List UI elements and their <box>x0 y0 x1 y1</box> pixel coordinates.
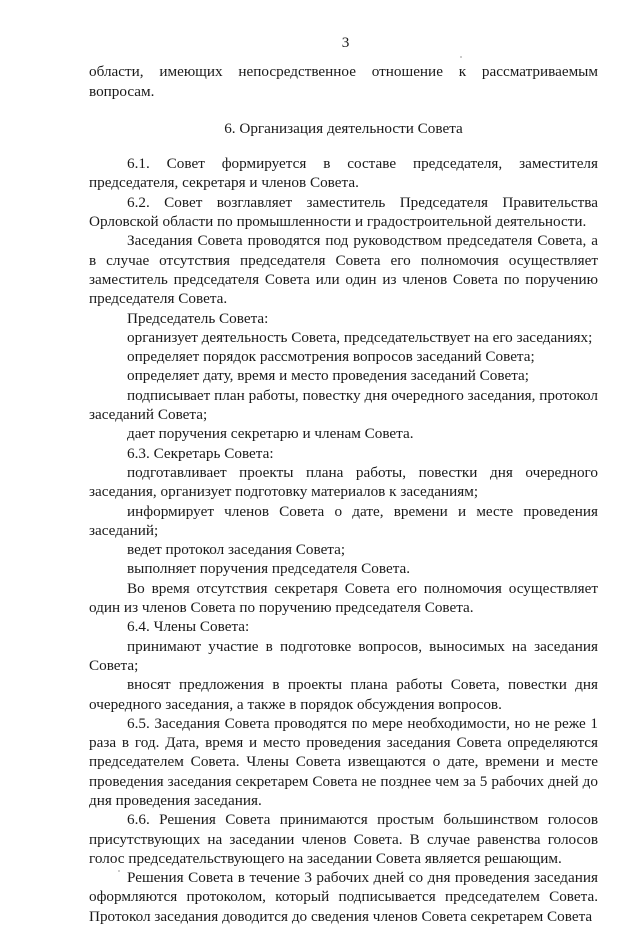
paragraph-6-1: 6.1. Совет формируется в составе председателя, заместителя председателя, секретаря и членов Совета. <box>89 155 598 192</box>
scan-speck <box>460 56 462 58</box>
paragraph-chairman-duty-2: определяет порядок рассмотрения вопросов заседаний Совета; <box>127 348 535 366</box>
paragraph-chairman-duty-5: дает поручения секретарю и членам Совета. <box>127 425 414 443</box>
paragraph-members-duty-1: принимают участие в подготовке вопросов, выносимых на заседания Совета; <box>89 637 598 674</box>
paragraph-meetings: Заседания Совета проводятся под руководством председателя Совета, а в случае отсутствия председателя Совета его полномочия осуществляет заместитель председателя Совета или один из членов Совета по поручению председателя Совета. <box>89 232 598 308</box>
scan-speck <box>118 870 120 872</box>
paragraph-decisions: Решения Совета в течение 3 рабочих дней со дня проведения заседания оформляются протоколом, который подписывается председателем Совета. Протокол заседания доводится до сведения членов Совета секретарем Совета <box>89 869 598 925</box>
paragraph-6-6: 6.6. Решения Совета принимаются простым большинством голосов присутствующих на заседании членов Совета. В случае равенства голосов голос председательствующего на заседании Совета является решающим. <box>89 811 598 867</box>
paragraph-chairman-duty-3: определяет дату, время и место проведения заседаний Совета; <box>127 367 529 385</box>
paragraph-secretary-duty-1: подготавливает проекты плана работы, повестки дня очередного заседания, организует подготовку материалов к заседаниям; <box>89 463 598 501</box>
paragraph-chairman-title: Председатель Совета: <box>127 309 269 327</box>
paragraph-6-4: 6.4. Члены Совета: <box>127 618 250 636</box>
paragraph-chairman-duty-4: подписывает план работы, повестку дня очередного заседания, протокол заседаний Совета; <box>89 386 598 424</box>
paragraph-6-3: 6.3. Секретарь Совета: <box>127 444 274 462</box>
paragraph-secretary-duty-4: выполняет поручения председателя Совета. <box>127 560 411 578</box>
paragraph-6-5: 6.5. Заседания Совета проводятся по мере необходимости, но не реже 1 раза в год. Дата, время и место проведения заседания Совета определяются председателем Совета. Члены Совета извещаются о дате, времени и месте проведения заседания секретарем Совета не позднее чем за 5 рабочих дней до дня проведения заседания. <box>89 714 598 809</box>
paragraph-secretary-duty-2: информирует членов Совета о дате, времени и месте проведения заседаний; <box>89 502 598 539</box>
paragraph-continuation: области, имеющих непосредственное отношение к рассматриваемым вопросам. <box>89 63 598 100</box>
paragraph-secretary-duty-3: ведет протокол заседания Совета; <box>127 541 346 559</box>
paragraph-secretary-absence: Во время отсутствия секретаря Совета его полномочия осуществляет один из членов Совета по поручению председателя Совета. <box>89 579 598 617</box>
paragraph-chairman-duty-1: организует деятельность Совета, председательствует на его заседаниях; <box>127 328 593 346</box>
section-heading: 6. Организация деятельности Совета <box>224 119 463 137</box>
paragraph-members-duty-2: вносят предложения в проекты плана работы Совета, повестки дня очередного заседания, а также в порядок обсуждения вопросов. <box>89 676 598 713</box>
paragraph-6-2: 6.2. Совет возглавляет заместитель Председателя Правительства Орловской области по промышленности и градостроительной деятельности. <box>89 193 598 231</box>
page-number: 3 <box>341 34 350 51</box>
